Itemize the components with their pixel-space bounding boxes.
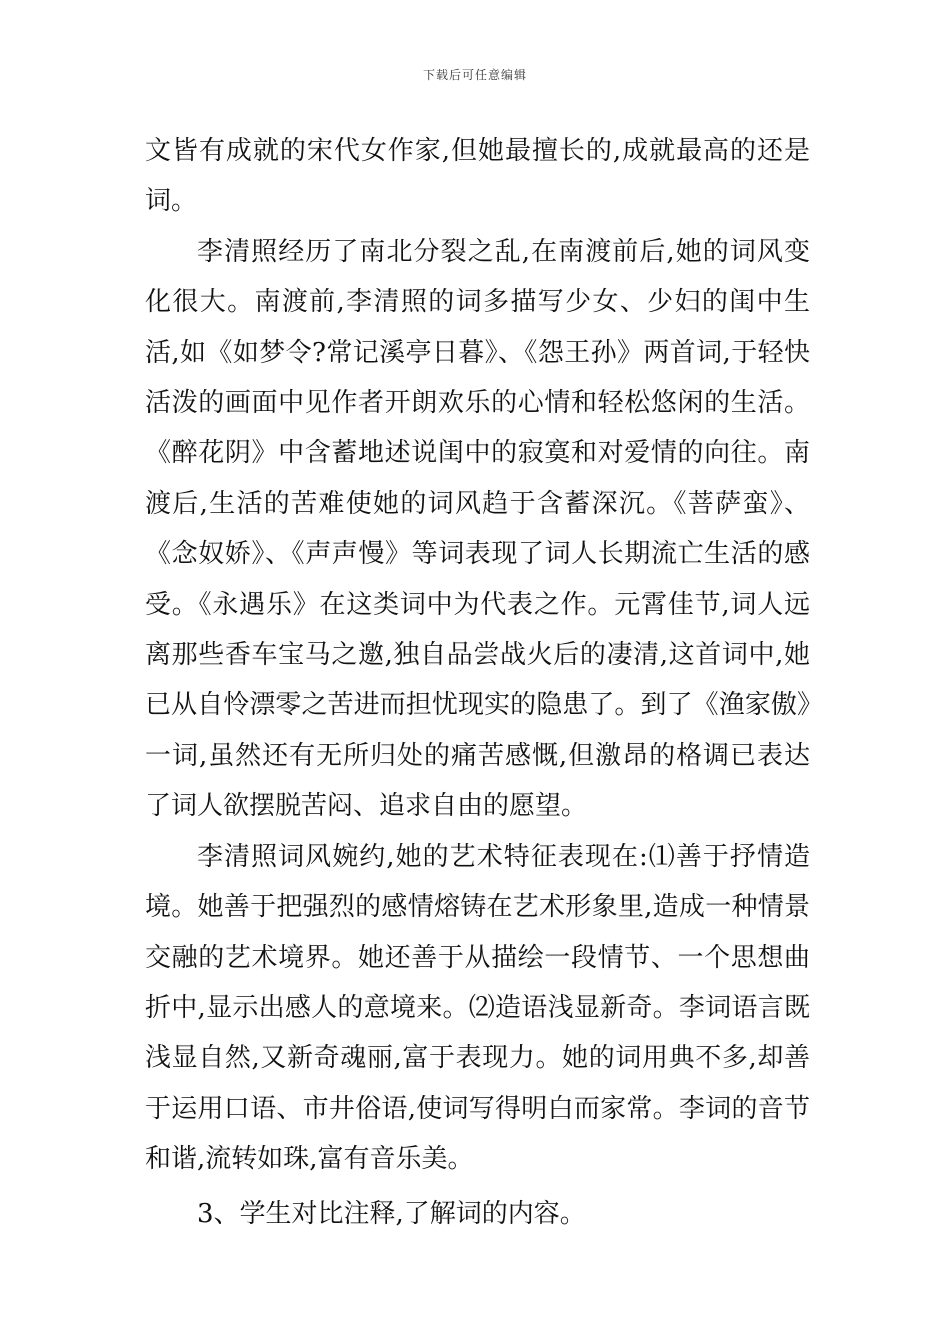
paragraph-style-change: 李清照经历了南北分裂之乱,在南渡前后,她的词风变化很大。南渡前,李清照的词多描写少女、少妇的闺中生活,如《如梦令?常记溪亭日暮》、《怨王孙》两首词,于轻快活泼的画面中见作者开朗欢乐的心情和轻松悠闲的生活。《醉花阴》中含蓄地述说闺中的寂寞和对爱情的向往。南渡后,生活的苦难使她的词风趋于含蓄深沉。《菩萨蛮》、《念奴娇》、《声声慢》等词表现了词人长期流亡生活的感受。《永遇乐》在这类词中为代表之作。元霄佳节,词人远离那些香车宝马之邀,独自品尝战火后的凄清,这首词中,她已从自怜漂零之苦进而担忧现实的隐患了。到了《渔家傲》一词,虽然还有无所归处的痛苦感慨,但激昂的格调已表达了词人欲摆脱苦闷、追求自由的愿望。 xyxy=(145,236,810,822)
paragraph-continuation: 文皆有成就的宋代女作家,但她最擅长的,成就最高的还是词。 xyxy=(145,136,810,217)
page-header-note: 下载后可任意编辑 xyxy=(422,68,527,82)
paragraph-step-3: 3、学生对比注释,了解词的内容。 xyxy=(197,1198,586,1229)
document-body xyxy=(145,126,810,1239)
paragraph-artistic-features: 李清照词风婉约,她的艺术特征表现在:⑴善于抒情造境。她善于把强烈的感情熔铸在艺术形象里,造成一种情景交融的艺术境界。她还善于从描绘一段情节、一个思想曲折中,显示出感人的意境来。⑵造语浅显新奇。李词语言既浅显自然,又新奇魂丽,富于表现力。她的词用典不多,却善于运用口语、市井俗语,使词写得明白而家常。李词的音节和谐,流转如珠,富有音乐美。 xyxy=(145,841,810,1175)
